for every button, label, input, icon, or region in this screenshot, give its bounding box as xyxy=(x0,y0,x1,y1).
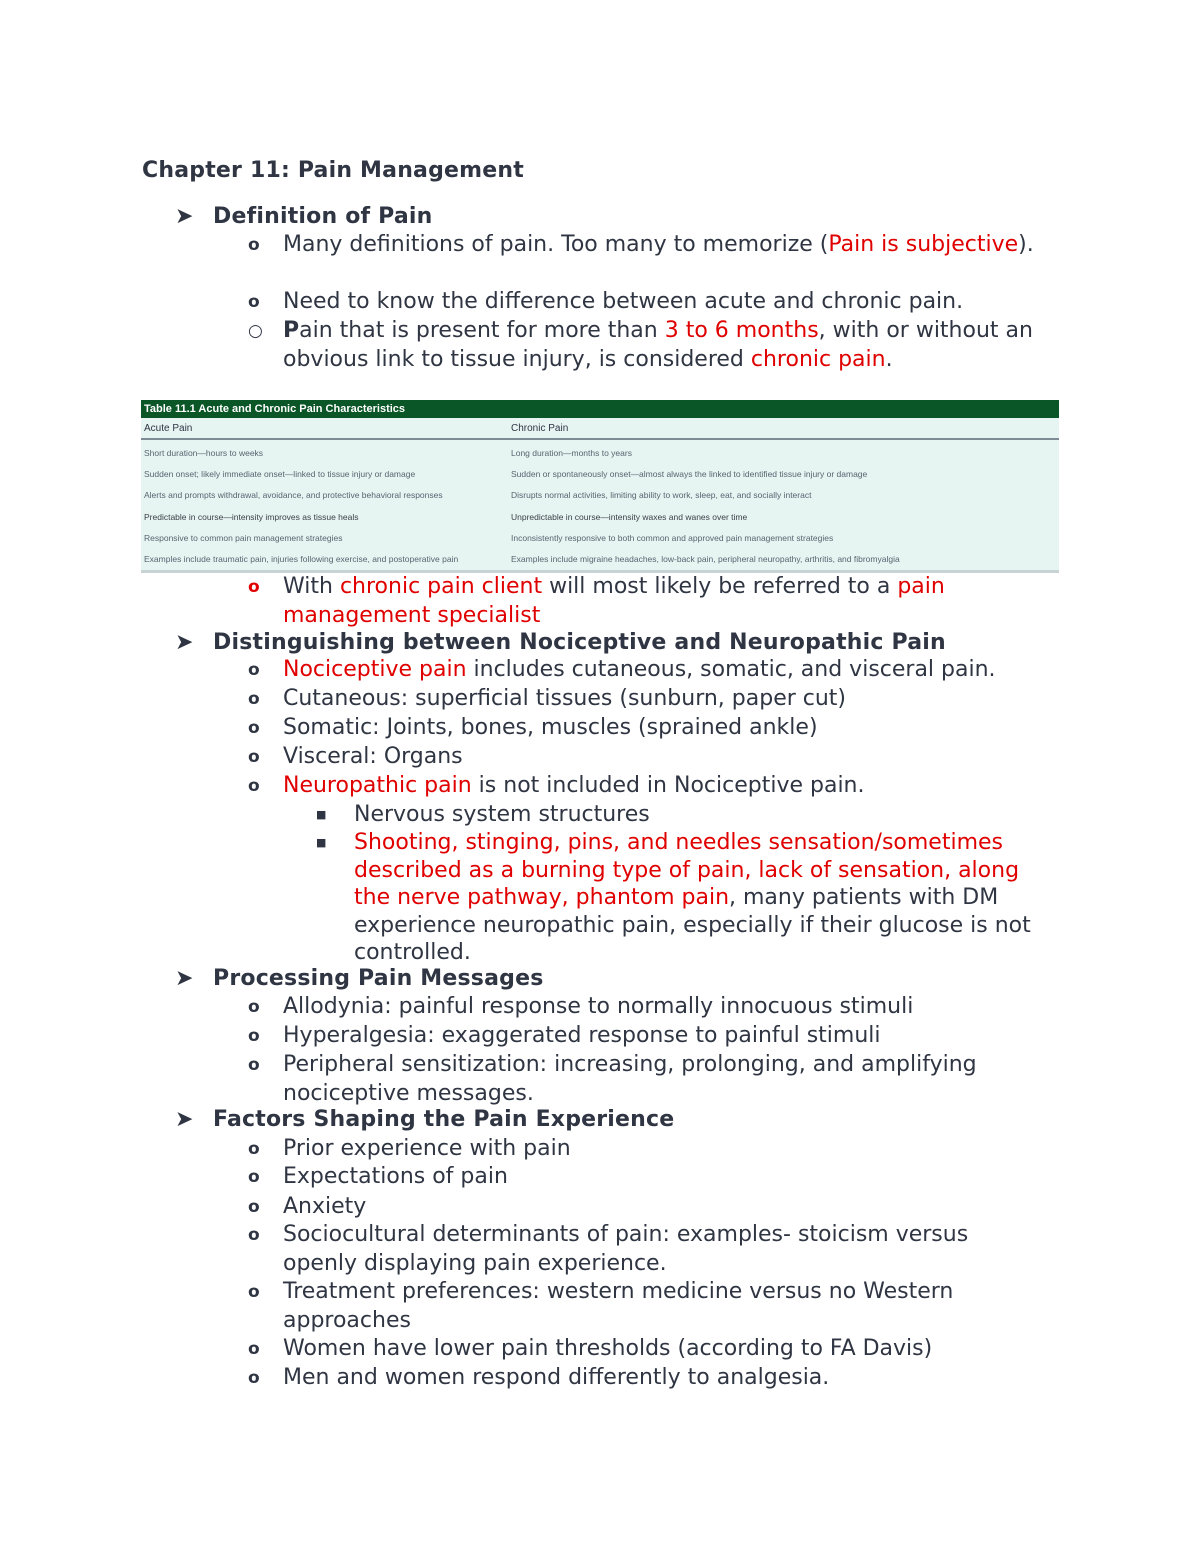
column-header-acute: Acute Pain xyxy=(144,423,193,434)
heading-factors: ➤ Factors Shaping the Pain Experience xyxy=(175,1107,675,1132)
circle-bullet-icon: o xyxy=(248,1167,260,1187)
circle-bullet-icon: o xyxy=(248,577,260,597)
list-item: o Expectations of pain xyxy=(248,1163,1048,1192)
circle-bullet-icon: o xyxy=(248,1225,260,1245)
arrow-bullet-icon: ➤ xyxy=(175,204,194,229)
list-item: o Women have lower pain thresholds (according to FA Davis) xyxy=(248,1335,1048,1364)
table-row: Short duration—hours to weeks Long duration—months to years xyxy=(144,448,632,458)
list-item: o Peripheral sensitization: increasing, prolonging, and amplifying nociceptive messages. xyxy=(248,1052,977,1106)
arrow-bullet-icon: ➤ xyxy=(175,1107,194,1132)
list-item: o Anxiety xyxy=(248,1193,1048,1222)
list-item: o Visceral: Organs xyxy=(248,743,1048,772)
circle-bullet-icon: o xyxy=(248,1026,260,1046)
circle-bullet-icon: o xyxy=(248,235,260,255)
list-item: o Somatic: Joints, bones, muscles (sprained ankle) xyxy=(248,714,1048,743)
list-item: o Many definitions of pain. Too many to memorize (Pain is subjective). xyxy=(248,231,1048,260)
circle-bullet-icon: o xyxy=(248,1139,260,1159)
list-item: o Neuropathic pain is not included in Nociceptive pain. xyxy=(248,772,1048,801)
column-header-chronic: Chronic Pain xyxy=(511,423,569,434)
arrow-bullet-icon: ➤ xyxy=(175,966,194,991)
list-item: o Need to know the difference between acute and chronic pain. xyxy=(248,288,1048,317)
circle-bullet-icon: o xyxy=(248,776,260,796)
list-item: o Nociceptive pain includes cutaneous, somatic, and visceral pain. xyxy=(248,656,1048,685)
list-item: o Hyperalgesia: exaggerated response to painful stimuli xyxy=(248,1022,1048,1051)
list-item: o Men and women respond differently to analgesia. xyxy=(248,1364,1048,1393)
circle-bullet-icon: o xyxy=(248,689,260,709)
hollow-circle-bullet-icon: ○ xyxy=(248,321,263,341)
heading-processing: ➤ Processing Pain Messages xyxy=(175,966,544,991)
circle-bullet-icon: o xyxy=(248,1055,260,1075)
circle-bullet-icon: o xyxy=(248,1282,260,1302)
table-caption: Table 11.1 Acute and Chronic Pain Characteristics xyxy=(141,400,1059,418)
heading-definition: ➤ Definition of Pain xyxy=(175,204,433,229)
circle-bullet-icon: o xyxy=(248,1197,260,1217)
page-title: Chapter 11: Pain Management xyxy=(142,158,524,183)
list-item: o Cutaneous: superficial tissues (sunburn, paper cut) xyxy=(248,685,1048,714)
list-item: o With chronic pain client will most likely be referred to a pain management specialist xyxy=(248,574,945,628)
list-item: ○ Pain that is present for more than 3 to 6 months, with or without an obvious link to tissue injury, is considered chronic pain. xyxy=(248,318,1033,372)
circle-bullet-icon: o xyxy=(248,660,260,680)
list-item: o Sociocultural determinants of pain: examples- stoicism versus openly displaying pain experience. xyxy=(248,1222,969,1276)
table-row: Sudden onset; likely immediate onset—linked to tissue injury or damage Sudden or spontaneously onset—almost always the linked to identified tissue injury or damage xyxy=(144,469,868,479)
list-item: o Prior experience with pain xyxy=(248,1135,1048,1164)
circle-bullet-icon: o xyxy=(248,1339,260,1359)
list-item: o Treatment preferences: western medicine versus no Western approaches xyxy=(248,1279,954,1333)
circle-bullet-icon: o xyxy=(248,1368,260,1388)
circle-bullet-icon: o xyxy=(248,997,260,1017)
arrow-bullet-icon: ➤ xyxy=(175,630,194,655)
circle-bullet-icon: o xyxy=(248,747,260,767)
table-row: Examples include traumatic pain, injuries following exercise, and postoperative pain Examples include migraine headaches, low-back pain, peripheral neuropathy, arthritis, and fibromyalgia xyxy=(144,554,900,564)
circle-bullet-icon: o xyxy=(248,292,260,312)
sub-list-item: ■ Nervous system structures xyxy=(316,802,650,827)
heading-distinguishing: ➤ Distinguishing between Nociceptive and Neuropathic Pain xyxy=(175,630,946,655)
circle-bullet-icon: o xyxy=(248,718,260,738)
sub-list-item: ■ Shooting, stinging, pins, and needles sensation/sometimes described as a burning type of pain, lack of sensation, along the nerve pathway, phantom pain, many patients with DM experience neuropathic pain, especially if their glucose is not controlled. xyxy=(316,830,1031,965)
table-header-row xyxy=(141,418,1059,440)
acute-chronic-table xyxy=(141,400,1059,573)
table-row: Responsive to common pain management strategies Inconsistently responsive to both common and approved pain management strategies xyxy=(144,533,834,543)
list-item: o Allodynia: painful response to normally innocuous stimuli xyxy=(248,993,1048,1022)
square-bullet-icon: ■ xyxy=(316,808,327,821)
square-bullet-icon: ■ xyxy=(316,836,327,849)
table-row: Predictable in course—intensity improves as tissue heals Unpredictable in course—intensity waxes and wanes over time xyxy=(144,512,748,522)
table-row: Alerts and prompts withdrawal, avoidance, and protective behavioral responses Disrupts normal activities, limiting ability to work, sleep, eat, and socially interact xyxy=(144,490,812,500)
